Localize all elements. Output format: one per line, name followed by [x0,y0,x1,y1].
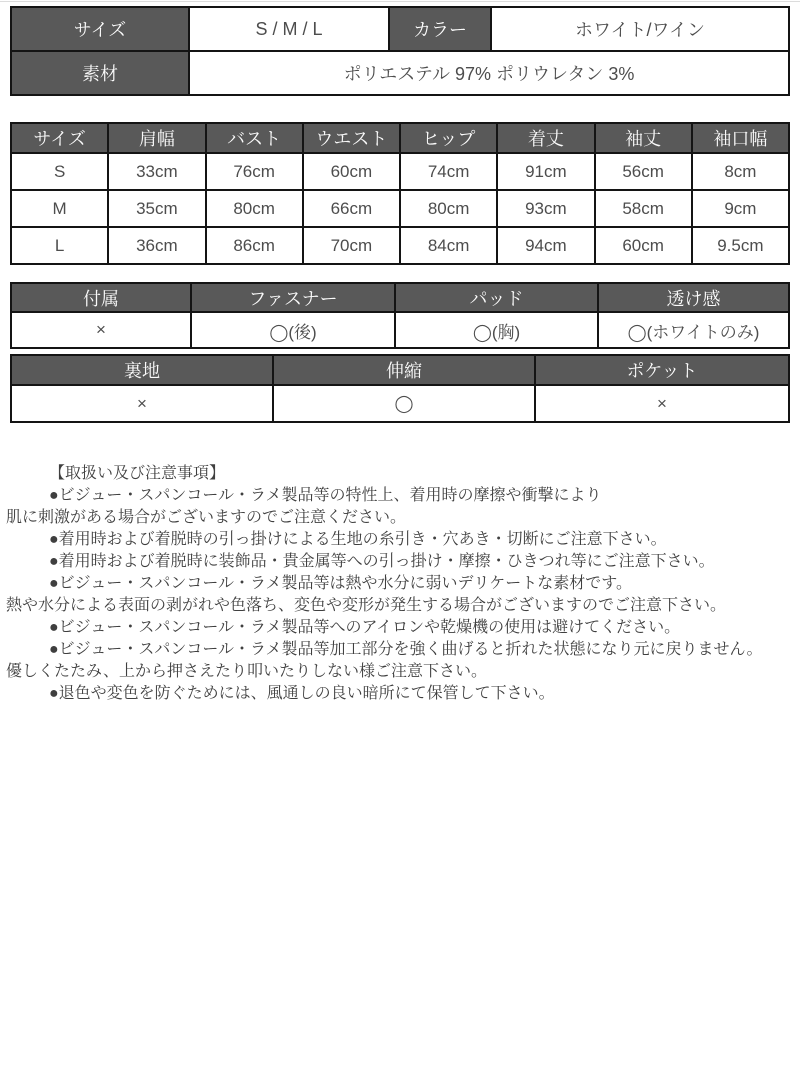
note-line: ●ビジュー・スパンコール・ラメ製品等の特性上、着用時の摩擦や衝撃により [49,487,602,504]
measure-cell: 33cm [108,153,205,190]
color-label-cell: カラー [389,7,491,51]
value-cell: ◯(胸) [395,312,598,348]
header-cell: ファスナー [191,283,395,312]
size-row-l [11,227,789,264]
lining-header-row [11,355,789,385]
measure-cell: 36cm [108,227,205,264]
size-value-cell: S / M / L [189,7,389,51]
note-line: ●ビジュー・スパンコール・ラメ製品等加工部分を強く曲げると折れた状態になり元に戻りません。 [49,641,763,658]
features-table [10,282,790,349]
measure-cell: 9.5cm [692,227,789,264]
header-cell: 伸縮 [273,355,535,385]
header-cell: 透け感 [598,283,789,312]
header-cell: バスト [206,123,303,153]
header-cell: 付属 [11,283,191,312]
measure-cell: 76cm [206,153,303,190]
features-value-row [11,312,789,348]
table-row [11,51,789,95]
measure-cell: 74cm [400,153,497,190]
measure-cell: 94cm [497,227,594,264]
size-chart-table [10,122,790,265]
lining-value-row [11,385,789,422]
measure-cell: 60cm [303,153,400,190]
size-row-m [11,190,789,227]
size-row-s [11,153,789,190]
header-cell: ポケット [535,355,789,385]
measure-cell: 56cm [595,153,692,190]
header-cell: 着丈 [497,123,594,153]
lining-table [10,354,790,423]
header-cell: 裏地 [11,355,273,385]
note-line: ●着用時および着脱時の引っ掛けによる生地の糸引き・穴あき・切断にご注意下さい。 [49,531,667,548]
value-cell: × [11,385,273,422]
size-name-cell: M [11,190,108,227]
measure-cell: 91cm [497,153,594,190]
size-label-cell: サイズ [11,7,189,51]
product-info-table [10,6,790,96]
note-line: 熱や水分による表面の剥がれや色落ち、変色や変形が発生する場合がございますのでご注意下さい。 [6,597,727,614]
header-cell: 袖丈 [595,123,692,153]
features-header-row [11,283,789,312]
note-line: 優しくたたみ、上から押さえたり叩いたりしない様ご注意下さい。 [6,663,487,680]
size-chart-header-row [11,123,789,153]
measure-cell: 8cm [692,153,789,190]
care-notes-title: 【取扱い及び注意事項】 [49,465,226,482]
measure-cell: 66cm [303,190,400,227]
top-divider [0,1,800,2]
header-cell: 肩幅 [108,123,205,153]
value-cell: × [535,385,789,422]
measure-cell: 80cm [400,190,497,227]
value-cell: ◯(ホワイトのみ) [598,312,789,348]
measure-cell: 9cm [692,190,789,227]
note-line: ●ビジュー・スパンコール・ラメ製品等へのアイロンや乾燥機の使用は避けてください。 [49,619,681,636]
measure-cell: 35cm [108,190,205,227]
table-row [11,7,789,51]
measure-cell: 84cm [400,227,497,264]
note-line: 肌に刺激がある場合がございますのでご注意ください。 [6,509,407,526]
measure-cell: 86cm [206,227,303,264]
value-cell: ◯ [273,385,535,422]
material-value-cell: ポリエステル 97% ポリウレタン 3% [189,51,789,95]
measure-cell: 70cm [303,227,400,264]
note-line: ●ビジュー・スパンコール・ラメ製品等は熱や水分に弱いデリケートな素材です。 [49,575,632,592]
measure-cell: 58cm [595,190,692,227]
color-value-cell: ホワイト/ワイン [491,7,789,51]
material-label-cell: 素材 [11,51,189,95]
size-name-cell: L [11,227,108,264]
header-cell: サイズ [11,123,108,153]
header-cell: ウエスト [303,123,400,153]
note-line: ●着用時および着脱時に装飾品・貴金属等への引っ掛け・摩擦・ひきつれ等にご注意下さい。 [49,553,715,570]
size-name-cell: S [11,153,108,190]
measure-cell: 60cm [595,227,692,264]
care-notes [0,463,800,705]
measure-cell: 80cm [206,190,303,227]
header-cell: 袖口幅 [692,123,789,153]
measure-cell: 93cm [497,190,594,227]
value-cell: ◯(後) [191,312,395,348]
header-cell: ヒップ [400,123,497,153]
header-cell: パッド [395,283,598,312]
value-cell: × [11,312,191,348]
note-line: ●退色や変色を防ぐためには、風通しの良い暗所にて保管して下さい。 [49,685,555,702]
